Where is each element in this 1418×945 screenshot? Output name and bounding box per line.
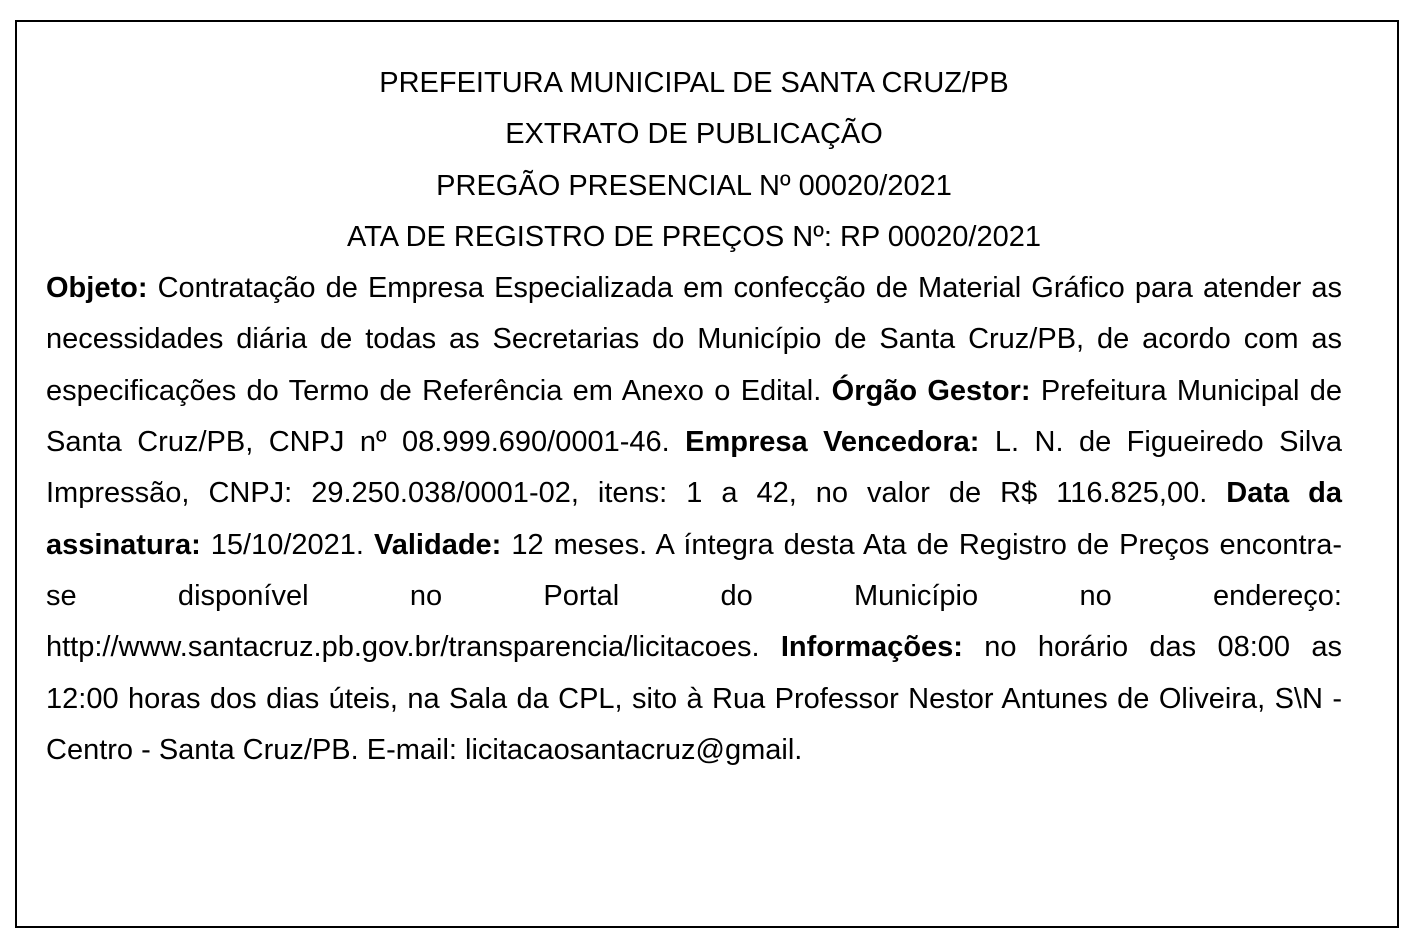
data-assinatura-label: Data da assinatura: bbox=[46, 477, 1342, 561]
document-type-title: EXTRATO DE PUBLICAÇÃO bbox=[505, 118, 883, 151]
extract-body bbox=[46, 263, 1342, 776]
publication-extract bbox=[46, 58, 1342, 776]
objeto-label: Objeto: bbox=[46, 272, 148, 305]
empresa-text: L. N. de Figueiredo Silva Impressão, CNPJ: 29.250.038/0001-02, itens: 1 a 42, no valor de R$ 116.825,00. bbox=[46, 426, 1342, 510]
validade-label: Validade: bbox=[374, 528, 502, 561]
validade-text: 12 meses. A íntegra desta Ata de Registro de Preços encontra-se disponível no Portal do Município no endereço: http://www.santacruz.pb.gov.br/transparencia/licitacoes. bbox=[46, 528, 1342, 664]
process-number-title: PREGÃO PRESENCIAL Nº 00020/2021 bbox=[436, 169, 952, 202]
orgao-label: Órgão Gestor: bbox=[831, 374, 1031, 407]
registry-number-title: ATA DE REGISTRO DE PREÇOS Nº: RP 00020/2021 bbox=[347, 220, 1041, 253]
orgao-text: Prefeitura Municipal de Santa Cruz/PB, CNPJ nº 08.999.690/0001-46. bbox=[46, 374, 1342, 459]
data-assinatura-text: 15/10/2021. bbox=[200, 528, 374, 561]
objeto-text: Contratação de Empresa Especializada em confecção de Material Gráfico para atender as necessidades diária de todas as Secretarias do Município de Santa Cruz/PB, de acordo com as especificações do Termo de Referência em Anexo o Edital. bbox=[46, 272, 1342, 407]
informacoes-text: no horário das 08:00 as 12:00 horas dos dias úteis, na Sala da CPL, sito à Rua Professor Nestor Antunes de Oliveira, S\N - Centro - Santa Cruz/PB. E-mail: licitacaosantacruz@gmail. bbox=[46, 631, 1342, 766]
informacoes-label: Informações: bbox=[780, 631, 963, 664]
municipality-title: PREFEITURA MUNICIPAL DE SANTA CRUZ/PB bbox=[379, 67, 1009, 99]
empresa-label: Empresa Vencedora: bbox=[685, 426, 980, 459]
